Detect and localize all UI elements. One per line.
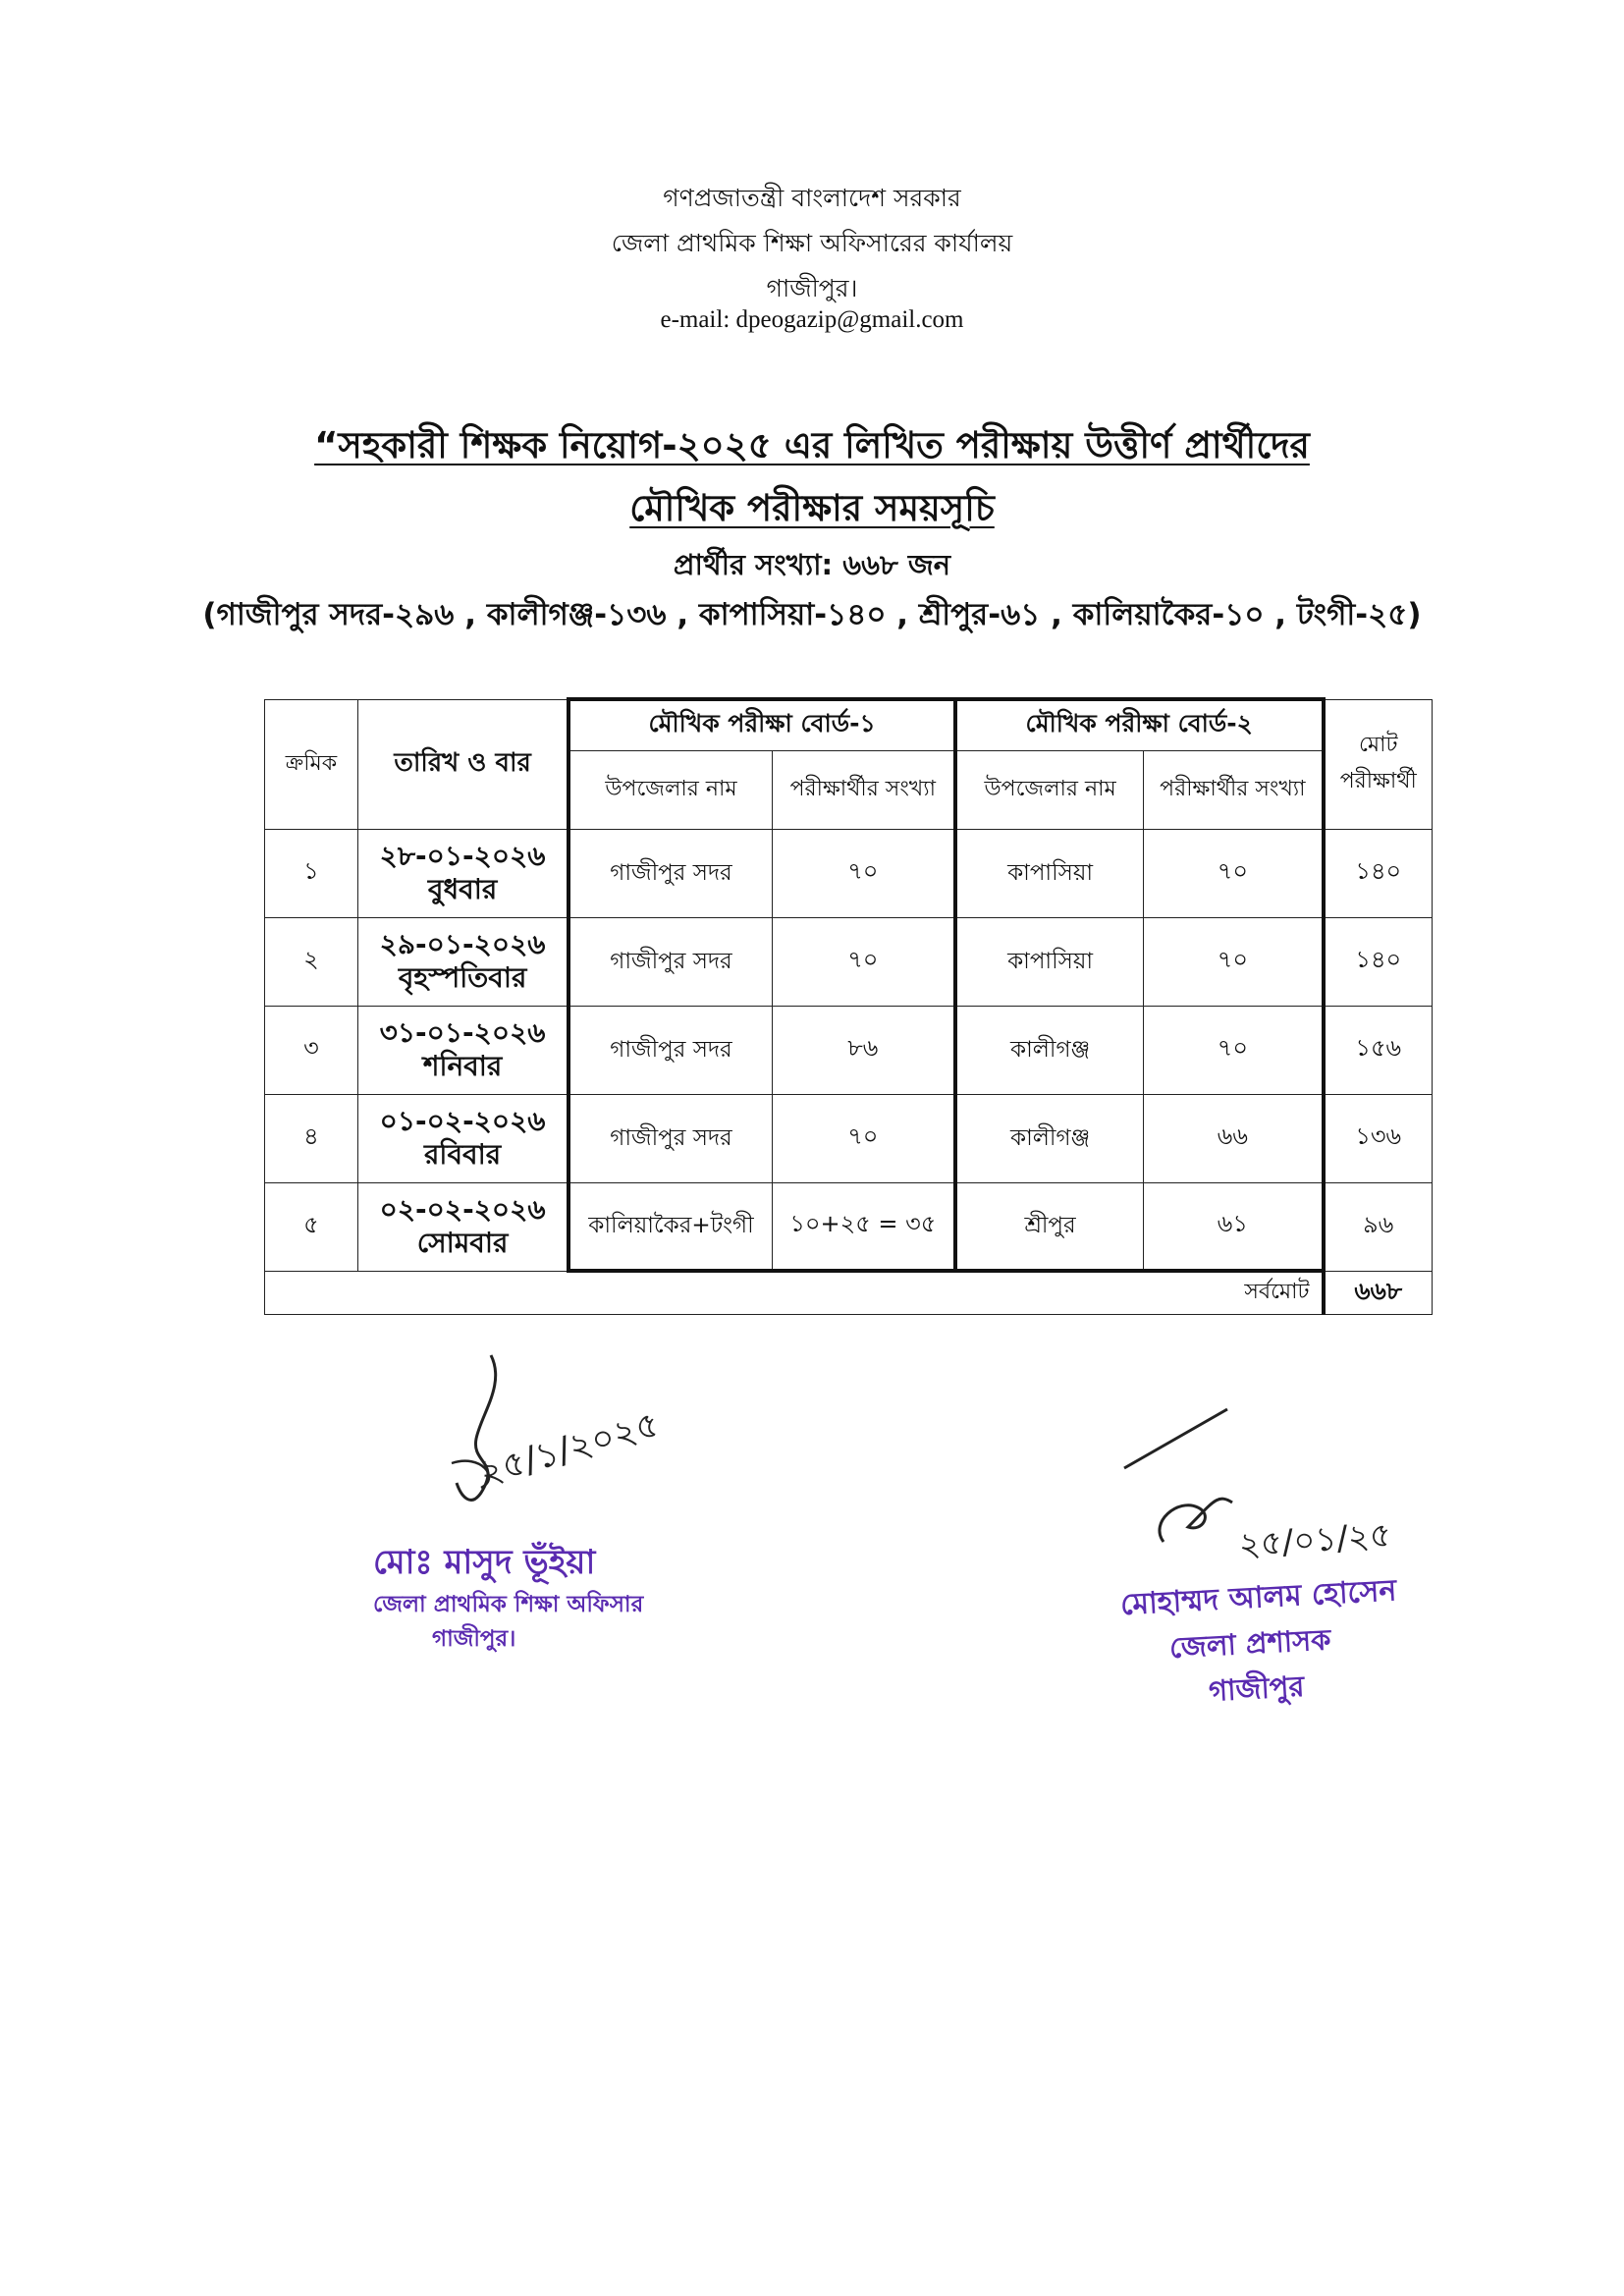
row-total: ১৩৬ bbox=[1324, 1094, 1433, 1182]
row-total: ৯৬ bbox=[1324, 1182, 1433, 1271]
row-total: ১৫৬ bbox=[1324, 1006, 1433, 1094]
row-b1-upazila: গাজীপুর সদর bbox=[568, 917, 772, 1006]
right-signature-date: ২৫/০১/২৫ bbox=[1237, 1515, 1393, 1565]
row-date: ২৮-০১-২০২৬ bbox=[379, 840, 546, 872]
row-b2-count: ৭০ bbox=[1144, 917, 1324, 1006]
left-signatory-place: গাজীপুর। bbox=[432, 1626, 516, 1652]
row-day: রবিবার bbox=[424, 1138, 502, 1171]
table-row bbox=[265, 829, 1433, 917]
table-row bbox=[265, 1094, 1433, 1182]
notice-title-line1: “সহকারী শিক্ষক নিয়োগ-২০২৫ এর লিখিত পরীক্ষায় উত্তীর্ণ প্রার্থীদের bbox=[314, 424, 1310, 466]
row-b2-upazila: শ্রীপুর bbox=[955, 1182, 1144, 1271]
row-b2-upazila: কাপাসিয়া bbox=[955, 829, 1144, 917]
govt-name: গণপ্রজাতন্ত্রী বাংলাদেশ সরকার bbox=[663, 184, 961, 212]
row-date: ৩১-০১-২০২৬ bbox=[379, 1016, 546, 1049]
row-b1-upazila: গাজীপুর সদর bbox=[568, 829, 772, 917]
grand-total-label: সর্বমোট bbox=[265, 1271, 1324, 1314]
candidate-count: প্রার্থীর সংখ্যা: ৬৬৮ জন bbox=[673, 548, 951, 581]
row-b1-count: ১০+২৫ = ৩৫ bbox=[772, 1182, 955, 1271]
row-day: বৃহস্পতিবার bbox=[398, 961, 527, 994]
header-board-2: মৌখিক পরীক্ষা বোর্ড-২ bbox=[955, 699, 1324, 750]
header-b1-examinees: পরীক্ষার্থীর সংখ্যা bbox=[772, 750, 955, 829]
header-date-day: তারিখ ও বার bbox=[357, 699, 568, 829]
row-serial: ৫ bbox=[265, 1182, 358, 1271]
header-serial: ক্রমিক bbox=[265, 699, 358, 829]
upazila-breakdown: (গাজীপুর সদর-২৯৬ , কালীগঞ্জ-১৩৬ , কাপাসিয়া-১৪০ , শ্রীপুর-৬১ , কালিয়াকৈর-১০ , টংগী-২৫) bbox=[202, 597, 1422, 632]
table-row bbox=[265, 1182, 1433, 1271]
header-b2-examinees: পরীক্ষার্থীর সংখ্যা bbox=[1144, 750, 1324, 829]
right-signatory-place: গাজীপুর bbox=[1208, 1668, 1306, 1708]
row-day: শনিবার bbox=[422, 1050, 503, 1082]
row-b1-count: ৭০ bbox=[772, 1094, 955, 1182]
row-date: ২৯-০১-২০২৬ bbox=[379, 928, 546, 960]
row-serial: ২ bbox=[265, 917, 358, 1006]
row-serial: ৪ bbox=[265, 1094, 358, 1182]
left-signatory-name: মোঃ মাসুদ ভূঁইয়া bbox=[373, 1543, 596, 1582]
header-board-1: মৌখিক পরীক্ষা বোর্ড-১ bbox=[568, 699, 955, 750]
row-b2-upazila: কালীগঞ্জ bbox=[955, 1006, 1144, 1094]
row-date-day bbox=[357, 1182, 568, 1271]
right-signatory-designation: জেলা প্রশাসক bbox=[1168, 1622, 1332, 1665]
right-signatory-name: মোহাম্মদ আলম হোসেন bbox=[1119, 1573, 1398, 1622]
row-b1-count: ৭০ bbox=[772, 829, 955, 917]
row-b2-upazila: কাপাসিয়া bbox=[955, 917, 1144, 1006]
row-serial: ১ bbox=[265, 829, 358, 917]
office-name: জেলা প্রাথমিক শিক্ষা অফিসারের কার্যালয় bbox=[611, 229, 1013, 257]
row-total: ১৪০ bbox=[1324, 917, 1433, 1006]
office-location: গাজীপুর। bbox=[766, 274, 858, 302]
row-b1-upazila: কালিয়াকৈর+টংগী bbox=[568, 1182, 772, 1271]
row-date-day bbox=[357, 1006, 568, 1094]
row-b2-count: ৭০ bbox=[1144, 829, 1324, 917]
row-date-day bbox=[357, 829, 568, 917]
row-b2-count: ৬৬ bbox=[1144, 1094, 1324, 1182]
row-b2-upazila: কালীগঞ্জ bbox=[955, 1094, 1144, 1182]
row-b1-upazila: গাজীপুর সদর bbox=[568, 1094, 772, 1182]
row-b1-count: ৭০ bbox=[772, 917, 955, 1006]
row-b2-count: ৬১ bbox=[1144, 1182, 1324, 1271]
row-day: সোমবার bbox=[416, 1227, 509, 1259]
table-row bbox=[265, 1006, 1433, 1094]
left-signature-date: ২৫/১/২০২৫ bbox=[474, 1403, 664, 1495]
row-date: ০১-০২-২০২৬ bbox=[379, 1105, 546, 1137]
row-b1-count: ৮৬ bbox=[772, 1006, 955, 1094]
notice-title-line2: মৌখিক পরীক্ষার সময়সূচি bbox=[629, 487, 995, 529]
office-email: e-mail: dpeogazip@gmail.com bbox=[660, 306, 964, 333]
table-row bbox=[265, 917, 1433, 1006]
row-b2-count: ৭০ bbox=[1144, 1006, 1324, 1094]
row-total: ১৪০ bbox=[1324, 829, 1433, 917]
row-date-day bbox=[357, 1094, 568, 1182]
row-date-day bbox=[357, 917, 568, 1006]
row-day: বুধবার bbox=[427, 873, 498, 905]
left-signatory-designation: জেলা প্রাথমিক শিক্ষা অফিসার bbox=[373, 1592, 644, 1617]
row-date: ০২-০২-২০২৬ bbox=[379, 1193, 546, 1226]
grand-total-value: ৬৬৮ bbox=[1324, 1271, 1433, 1314]
row-serial: ৩ bbox=[265, 1006, 358, 1094]
grand-total-row bbox=[265, 1271, 1433, 1314]
viva-schedule-table bbox=[264, 697, 1433, 1315]
header-b2-upazila: উপজেলার নাম bbox=[955, 750, 1144, 829]
row-b1-upazila: গাজীপুর সদর bbox=[568, 1006, 772, 1094]
header-total: মোট পরীক্ষার্থী bbox=[1324, 699, 1433, 829]
header-b1-upazila: উপজেলার নাম bbox=[568, 750, 772, 829]
